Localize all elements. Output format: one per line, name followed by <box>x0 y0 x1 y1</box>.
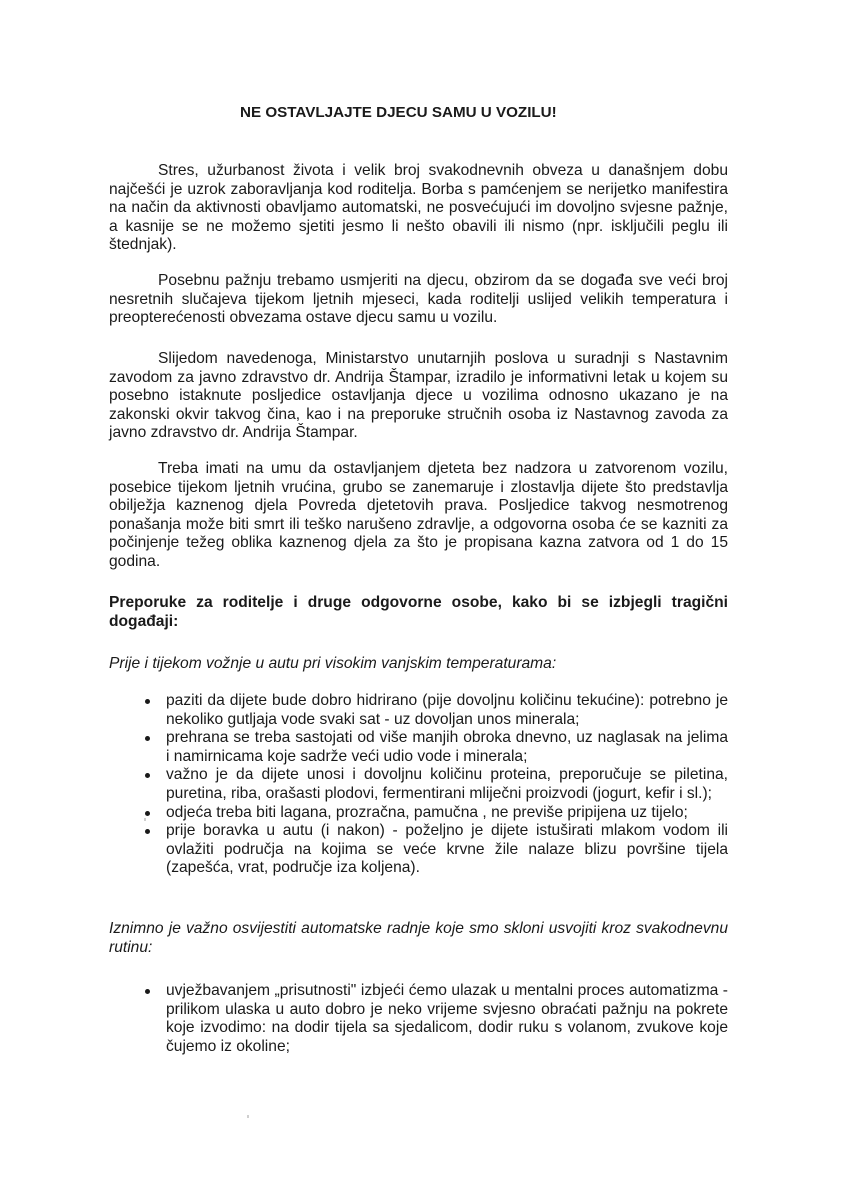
list-item <box>166 804 728 823</box>
list-item-text: paziti da dijete bude dobro hidrirano (pije dovoljnu količinu tekućine): potrebno je nekoliko gutljaja vode svaki sat - uz dovoljan unos minerala; <box>166 692 728 728</box>
list-item-text: prehrana se treba sastojati od više manjih obroka dnevno, uz naglasak na jelima i namirnicama koje sadrže veći udio vode i minerala; <box>166 729 728 765</box>
list-item <box>166 692 728 729</box>
document-title: NE OSTAVLJAJTE DJECU SAMU U VOZILU! <box>240 104 557 121</box>
paragraph-3: Slijedom navedenoga, Ministarstvo unutarnjih poslova u suradnji s Nastavnim zavodom za javno zdravstvo dr. Andrija Štampar, izradilo je informativni letak u kojem su posebno istaknute posljedice ostavljanja djece u vozilima odnosno ukazano je na zakonski okvir takvog čina, kao i na preporuke stručnih osoba iz Nastavnog zavoda za javno zdravstvo dr. Andrija Štampar. <box>109 350 728 442</box>
bullet-icon <box>145 773 150 778</box>
section-2-bullet-list <box>166 982 728 1056</box>
paragraph-1: Stres, užurbanost života i velik broj svakodnevnih obveza u današnjem dobu najčešći je uzrok zaboravljanja kod roditelja. Borba s pamćenjem se nerijetko manifestira na način da aktivnosti obavljamo automatski, ne posvećujući im dovoljno svjesne pažnje, a kasnije se ne možemo sjetiti jesmo li nešto obavili ili nismo (npr. isključili peglu ili štednjak). <box>109 162 728 254</box>
list-item <box>166 982 728 1056</box>
section-2-heading: Iznimno je važno osvijestiti automatske radnje koje smo skloni usvojiti kroz svakodnevnu rutinu: <box>109 920 728 956</box>
bullet-icon <box>145 736 150 741</box>
bullet-icon <box>145 811 150 816</box>
scan-speck <box>144 818 146 821</box>
bullet-icon <box>145 829 150 834</box>
paragraph-4: Treba imati na umu da ostavljanjem djeteta bez nadzora u zatvorenom vozilu, posebice tijekom ljetnih vrućina, grubo se zanemaruje i zlostavlja dijete što predstavlja obilježja kaznenog djela Povreda djetetovih prava. Posljedice takvog nesmotrenog ponašanja može biti smrt ili teško narušeno zdravlje, a odgovorna osoba će se kazniti za počinjenje težeg oblika kaznenog djela za što je propisana kazna zatvora od 1 do 15 godina. <box>109 460 728 570</box>
bullet-icon <box>145 699 150 704</box>
list-item <box>166 766 728 803</box>
paragraph-2: Posebnu pažnju trebamo usmjeriti na djecu, obzirom da se događa sve veći broj nesretnih slučajeva tijekom ljetnih mjeseci, kada roditelji uslijed velikih temperatura i preopterećenosti obvezama ostave djecu samu u vozilu. <box>109 272 728 327</box>
bullet-icon <box>145 989 150 994</box>
list-item <box>166 729 728 766</box>
list-item-text: uvježbavanjem „prisutnosti" izbjeći ćemo ulazak u mentalni proces automatizma - prilikom ulaska u auto dobro je neko vrijeme svjesno obraćati pažnju na pokrete koje izvodimo: na dodir tijela sa sjedalicom, dodir ruku s volanom, zvukove koje čujemo iz okoline; <box>166 982 728 1055</box>
list-item-text: prije boravka u autu (i nakon) - poželjno je dijete istuširati mlakom vodom ili ovlažiti područja na kojima se veće krvne žile nalaze blizu površine tijela (zapešća, vrat, područje iza koljena). <box>166 822 728 877</box>
list-item-text: odjeća treba biti lagana, prozračna, pamučna , ne previše pripijena uz tijelo; <box>166 803 688 821</box>
recommendations-heading: Preporuke za roditelje i druge odgovorne osobe, kako bi se izbjegli tragični događaji: <box>109 594 728 630</box>
section-1-heading: Prije i tijekom vožnje u autu pri visokim vanjskim temperaturama: <box>109 655 557 672</box>
list-item-text: važno je da dijete unosi i dovoljnu količinu proteina, preporučuje se piletina, puretina, riba, orašasti plodovi, fermentirani mliječni proizvodi (jogurt, kefir i sl.); <box>166 766 728 802</box>
section-1-bullet-list <box>166 692 728 878</box>
scan-speck <box>247 1115 249 1118</box>
list-item <box>166 822 728 878</box>
